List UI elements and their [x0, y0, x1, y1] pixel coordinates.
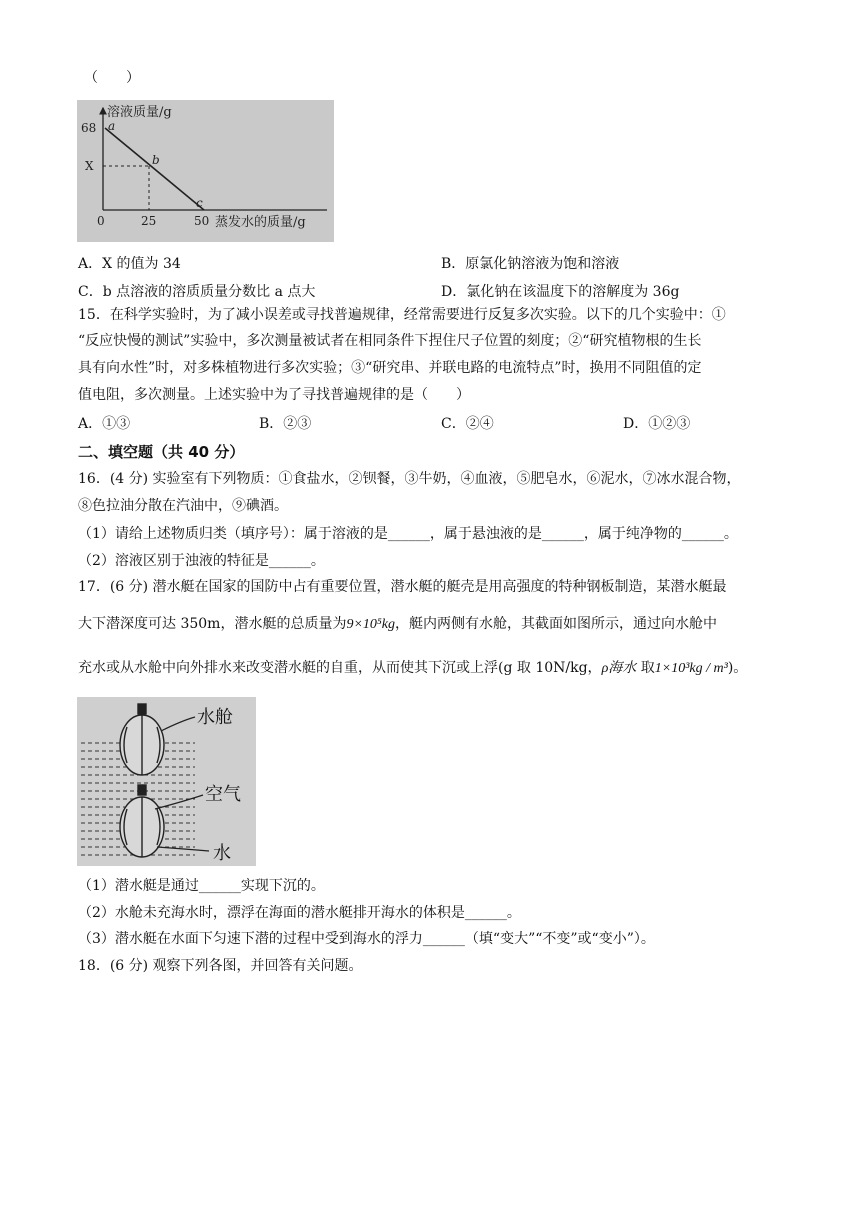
q14-option-c: C．b 点溶液的溶质质量分数比 a 点大 — [78, 284, 316, 300]
q17-line-3-text-a: 充水或从水舱中向外排水来改变潜水艇的自重，从而使其下沉或上浮(g 取 10N/kg， — [78, 660, 602, 676]
q15-line-2: “反应快慢的测试”实验中，多次测量被试者在相同条件下捏住尺子位置的刻度；②“研究植物根的生长 — [78, 333, 702, 349]
q17-line-2-text-b: ，艇内两侧有水舱，其截面如图所示，通过向水舱中 — [394, 616, 717, 632]
q17-line-1: 17．(6 分) 潜水艇在国家的国防中占有重要位置，潜水艇的艇壳是用高强度的特种钢板制造，某潜水艇最 — [78, 579, 727, 595]
q16-sub-1: （1）请给上述物质归类（填序号）：属于溶液的是______，属于悬浊液的是______，属于纯净物的______。 — [78, 526, 738, 542]
q15-option-d: D．①②③ — [623, 416, 691, 432]
tick-68: 68 — [81, 121, 97, 135]
q15-option-c: C．②④ — [441, 416, 494, 432]
q15-line-1: 15．在科学实验时，为了减小误差或寻找普遍规律，经常需要进行反复多次实验。以下的几个实验中：① — [78, 307, 726, 323]
point-c-label: c — [196, 196, 203, 210]
q16-line-1: 16．(4 分) 实验室有下列物质：①食盐水，②钡餐，③牛奶，④血液，⑤肥皂水，⑥泥水，⑦冰水混合物， — [78, 471, 741, 487]
point-b-label: b — [152, 153, 160, 167]
label-air: 空气 — [205, 784, 241, 805]
q17-sub-3: （3）潜水艇在水面下匀速下潜的过程中受到海水的浮力______（填“变大”“不变”或“变小”）。 — [78, 931, 655, 947]
section-title: 二、填空题（共 40 分） — [78, 443, 245, 461]
q17-line-2 — [78, 614, 717, 635]
q14-option-a: A．X 的值为 34 — [78, 256, 181, 272]
q17-line-3 — [78, 658, 747, 679]
q14-option-b: B．原氯化钠溶液为饱和溶液 — [441, 256, 620, 272]
submarine-submerged — [120, 785, 164, 857]
q17-sub-2: （2）水舱未充海水时，漂浮在海面的潜水艇排开海水的体积是______。 — [78, 905, 521, 921]
label-water-tank: 水舱 — [197, 707, 233, 728]
q14-graph-figure — [77, 100, 334, 242]
q18-line-1: 18．(6 分) 观察下列各图，并回答有关问题。 — [78, 958, 363, 974]
x-axis-label: 蒸发水的质量/g — [215, 215, 306, 230]
mass-line — [105, 128, 204, 210]
tick-25: 25 — [141, 214, 157, 228]
q17-density-formula: 1×10³kg / m³ — [654, 661, 728, 676]
q16-line-2: ⑧色拉油分散在汽油中，⑨碘酒。 — [78, 498, 288, 514]
q15-line-4: 值电阻，多次测量。上述实验中为了寻找普遍规律的是（ ） — [78, 387, 470, 403]
submarine-floating — [120, 704, 164, 775]
q14-paren: （ ） — [84, 70, 140, 86]
q17-mass-formula: 9×10⁵kg — [346, 617, 395, 632]
q15-option-a: A．①③ — [78, 416, 131, 432]
q16-sub-2: （2）溶液区别于浊液的特征是______。 — [78, 553, 325, 569]
q17-line-2-text-a: 大下潜深度可达 350m，潜水艇的总质量为 — [78, 616, 347, 632]
tick-50: 50 — [194, 214, 210, 228]
q15-line-3: 具有向水性”时，对多株植物进行多次实验；③“研究串、并联电路的电流特点”时，换用不同阻值的定 — [78, 360, 702, 376]
tick-0: 0 — [97, 214, 105, 228]
label-water: 水 — [213, 843, 231, 864]
q15-option-b: B．②③ — [259, 416, 312, 432]
q17-rho-symbol: ρ海水 — [601, 661, 637, 676]
point-a-label: a — [108, 119, 116, 133]
tick-x: X — [85, 159, 94, 173]
q17-submarine-figure — [77, 697, 256, 866]
q14-option-d: D．氯化钠在该温度下的溶解度为 36g — [441, 284, 680, 300]
y-axis-label: 溶液质量/g — [107, 105, 172, 120]
q17-line-3-text-c: )。 — [727, 660, 748, 676]
q17-sub-1: （1）潜水艇是通过______实现下沉的。 — [78, 878, 325, 894]
q17-line-3-text-b: 取 — [636, 660, 655, 676]
